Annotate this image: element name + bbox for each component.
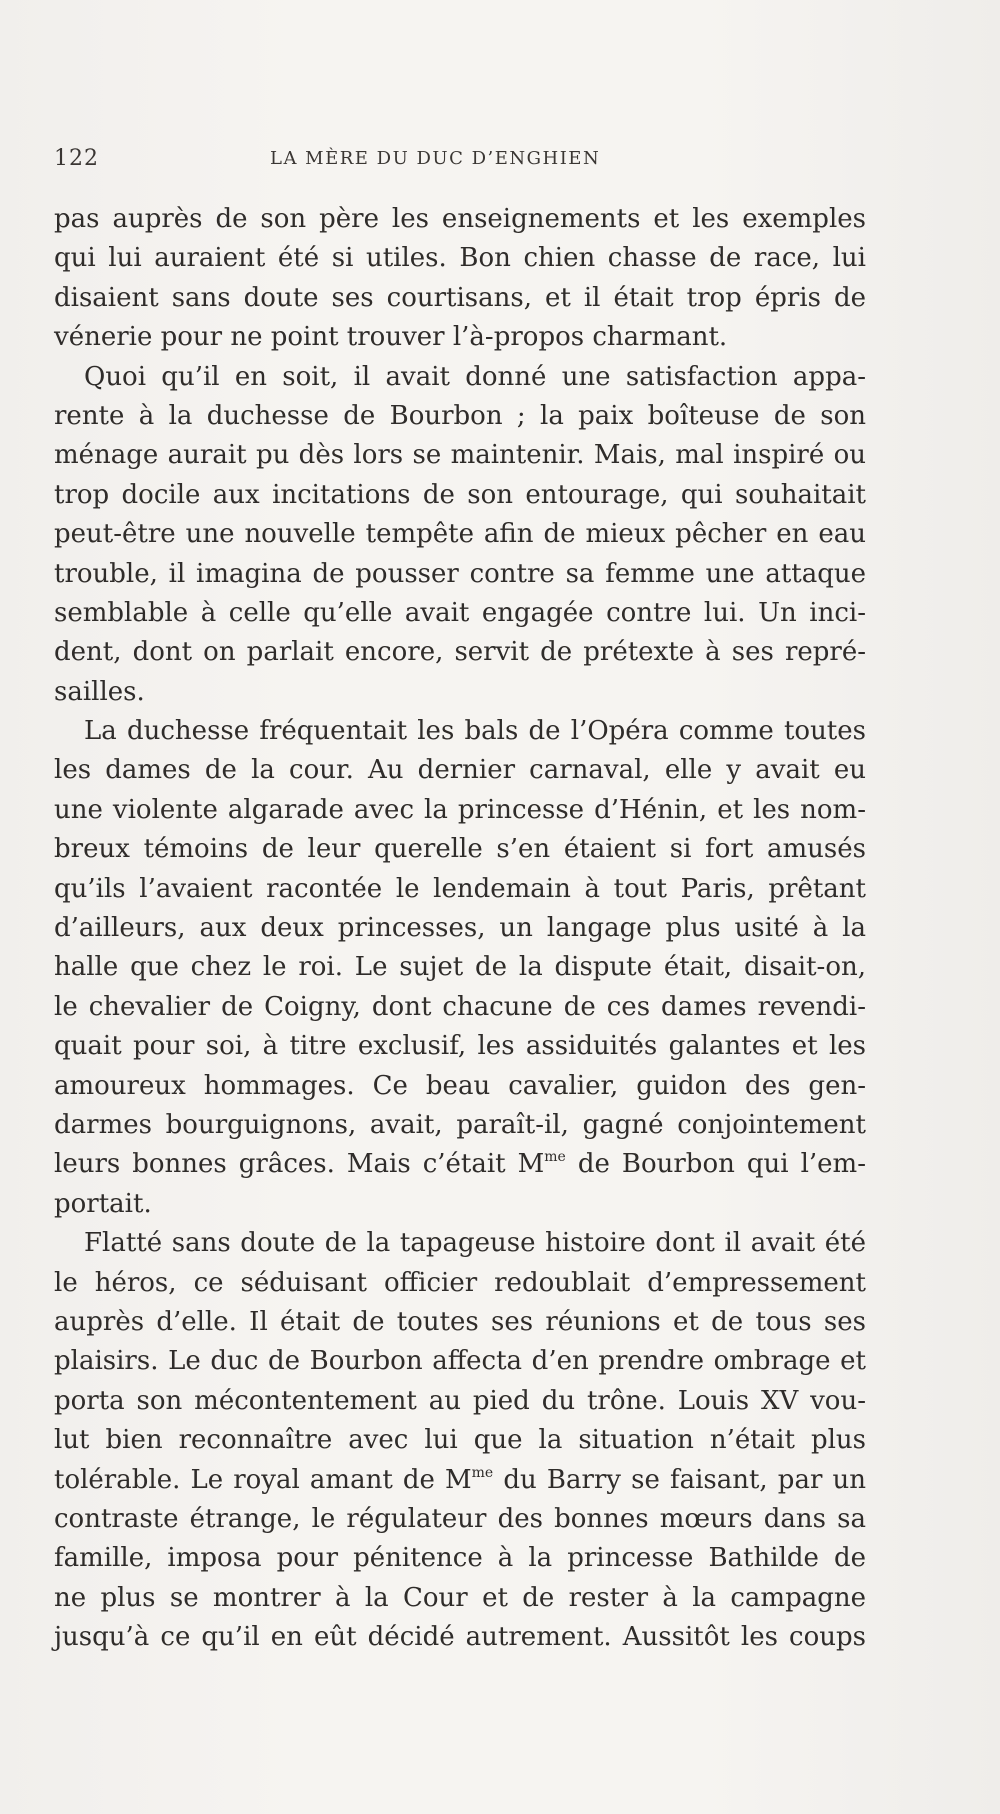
text-line: disaient sans doute ses courtisans, et il était trop épris de [54,282,866,313]
text-line: lut bien reconnaître avec lui que la situation n’était plus [54,1425,866,1456]
text-line: ne plus se montrer à la Cour et de rester à la campagne [54,1582,866,1613]
text-line [54,1145,866,1184]
text-line: peut-être une nouvelle tempête afin de mieux pêcher en eau [54,519,866,550]
text-line: Quoi qu’il en soit, il avait donné une satisfaction appa- [84,361,866,392]
text-line: contraste étrange, le régulateur des bonnes mœurs dans sa [54,1503,866,1534]
text-line-after: de Bourbon qui l’em- [565,1149,866,1180]
text-line: sailles. [54,676,145,707]
text-line: trop docile aux incitations de son entourage, qui souhaitait [54,479,866,510]
text-line: le chevalier de Coigny, dont chacune de ces dames revendi- [54,991,866,1022]
text-line: amoureux hommages. Ce beau cavalier, guidon des gen- [54,1070,866,1101]
page-number: 122 [54,146,99,171]
superscript: me [471,1464,494,1481]
text-line: ménage aurait pu dès lors se maintenir. Mais, mal inspiré ou [54,440,866,471]
text-line: famille, imposa pour pénitence à la princesse Bathilde de [54,1543,866,1574]
text-line: jusqu’à ce qu’il en eût décidé autrement. Aussitôt les coups [54,1622,866,1653]
text-line: semblable à celle qu’elle avait engagée contre lui. Un inci- [54,597,866,628]
page-header [54,146,866,176]
running-title: LA MÈRE DU DUC D’ENGHIEN [270,148,601,169]
text-line: plaisirs. Le duc de Bourbon affecta d’en prendre ombrage et [54,1346,866,1377]
text-line-before: leurs bonnes grâces. Mais c’était M [54,1149,545,1180]
text-line: darmes bourguignons, avait, paraît-il, gagné conjointement [54,1109,866,1140]
text-line: une violente algarade avec la princesse d’Hénin, et les nom- [54,794,866,825]
text-line: qui lui auraient été si utiles. Bon chien chasse de race, lui [54,243,866,274]
text-line: les dames de la cour. Au dernier carnaval, elle y avait eu [54,755,866,786]
text-line: trouble, il imagina de pousser contre sa femme une attaque [54,558,866,589]
text-line: d’ailleurs, aux deux princesses, un langage plus usité à la [54,913,866,944]
text-line: rente à la duchesse de Bourbon ; la paix boîteuse de son [54,400,866,431]
text-line: quait pour soi, à titre exclusif, les assiduités galantes et les [54,1031,866,1062]
text-line: La duchesse fréquentait les bals de l’Opéra comme toutes [84,716,866,747]
body-text [54,200,866,1657]
text-line: porta son mécontentement au pied du trône. Louis XV vou- [54,1385,866,1416]
text-line: qu’ils l’avaient racontée le lendemain à tout Paris, prêtant [54,873,866,904]
text-line: le héros, ce séduisant officier redoublait d’empressement [54,1267,866,1298]
text-line: vénerie pour ne point trouver l’à-propos charmant. [54,322,728,353]
superscript: me [544,1149,566,1166]
text-line [54,1461,866,1500]
text-line: breux témoins de leur querelle s’en étaient si fort amusés [54,834,866,865]
text-line: Flatté sans doute de la tapageuse histoire dont il avait été [84,1228,866,1259]
text-line: auprès d’elle. Il était de toutes ses réunions et de tous ses [54,1306,866,1337]
text-line: portait. [54,1188,152,1219]
text-line: halle que chez le roi. Le sujet de la dispute était, disait-on, [54,952,866,983]
text-line-before: tolérable. Le royal amant de M [54,1464,472,1495]
text-line: pas auprès de son père les enseignements et les exemples [54,204,866,234]
text-line: dent, dont on parlait encore, servit de prétexte à ses repré- [54,637,866,668]
text-line-after: du Barry se faisant, par un [493,1464,866,1495]
